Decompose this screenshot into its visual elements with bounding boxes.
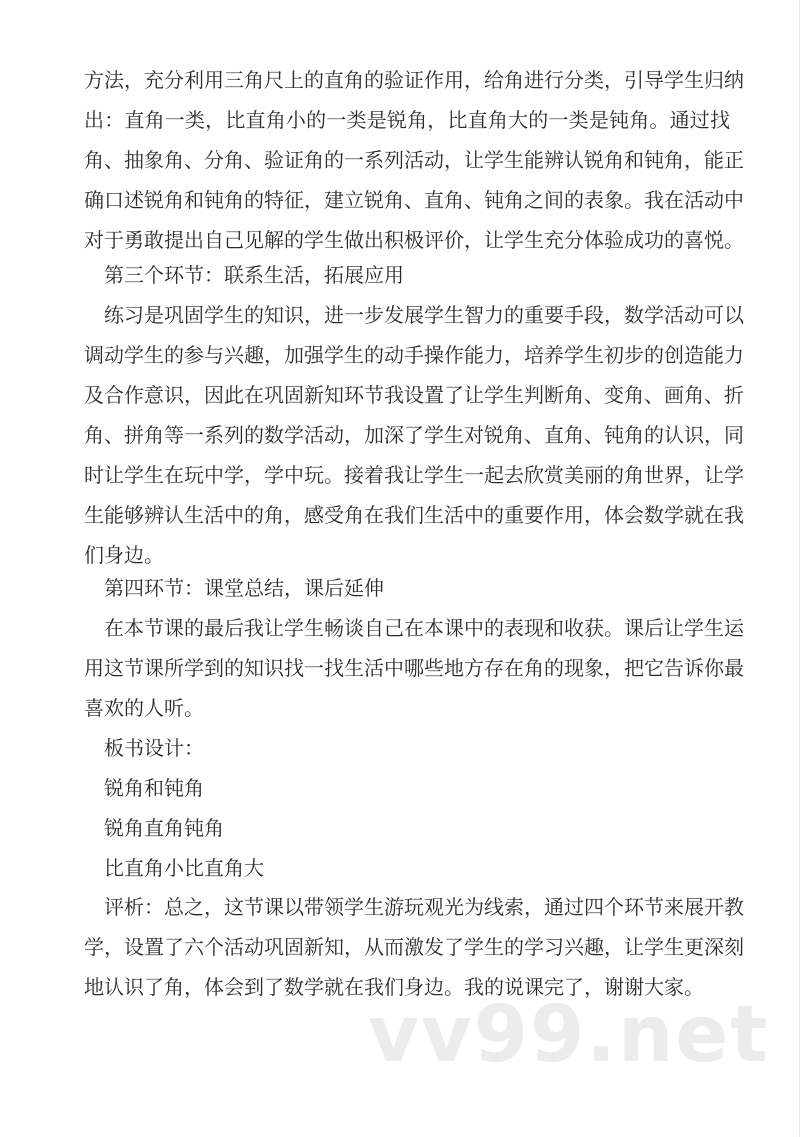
section-heading-3: 第三个环节：联系生活，拓展应用 bbox=[104, 263, 404, 287]
paragraph-line: 时让学生在玩中学，学中玩。接着我让学生一起去欣赏美丽的角世界，让学 bbox=[84, 463, 744, 487]
paragraph-line: 及合作意识，因此在巩固新知环节我设置了让学生判断角、变角、画角、折 bbox=[84, 383, 744, 407]
paragraph-line: 们身边。 bbox=[84, 543, 164, 567]
watermark: vv99.net bbox=[368, 990, 770, 1080]
paragraph-line: 方法，充分利用三角尺上的直角的验证作用，给角进行分类，引导学生归纳 bbox=[84, 68, 744, 92]
paragraph-line: 确口述锐角和钝角的特征，建立锐角、直角、钝角之间的表象。我在活动中 bbox=[84, 188, 744, 212]
section-heading-4: 第四环节：课堂总结，课后延伸 bbox=[104, 576, 384, 600]
paragraph-line: 对于勇敢提出自己见解的学生做出积极评价，让学生充分体验成功的喜悦。 bbox=[84, 228, 744, 252]
paragraph-line: 调动学生的参与兴趣，加强学生的动手操作能力，培养学生初步的创造能力 bbox=[84, 343, 744, 367]
paragraph-line: 用这节课所学到的知识找一找生活中哪些地方存在角的现象，把它告诉你最 bbox=[84, 656, 744, 680]
board-design-line: 比直角小比直角大 bbox=[104, 856, 264, 880]
paragraph-line: 生能够辨认生活中的角，感受角在我们生活中的重要作用，体会数学就在我 bbox=[84, 503, 744, 527]
paragraph-line: 练习是巩固学生的知识，进一步发展学生智力的重要手段，数学活动可以 bbox=[104, 303, 744, 327]
paragraph-line: 角、抽象角、分角、验证角的一系列活动，让学生能辨认锐角和钝角，能正 bbox=[84, 148, 744, 172]
paragraph-line: 角、拼角等一系列的数学活动，加深了学生对锐角、直角、钝角的认识，同 bbox=[84, 423, 744, 447]
paragraph-line: 评析：总之，这节课以带领学生游玩观光为线索，通过四个环节来展开教 bbox=[104, 895, 744, 919]
paragraph-line: 喜欢的人听。 bbox=[84, 696, 204, 720]
paragraph-line: 地认识了角，体会到了数学就在我们身边。我的说课完了，谢谢大家。 bbox=[84, 975, 704, 999]
board-design-line: 锐角直角钝角 bbox=[104, 816, 224, 840]
board-design-title: 板书设计： bbox=[104, 736, 204, 760]
paragraph-line: 出：直角一类，比直角小的一类是锐角，比直角大的一类是钝角。通过找 bbox=[84, 108, 730, 132]
board-design-line: 锐角和钝角 bbox=[104, 776, 204, 800]
paragraph-line: 在本节课的最后我让学生畅谈自己在本课中的表现和收获。课后让学生运 bbox=[104, 616, 744, 640]
paragraph-line: 学，设置了六个活动巩固新知，从而激发了学生的学习兴趣，让学生更深刻 bbox=[84, 935, 744, 959]
